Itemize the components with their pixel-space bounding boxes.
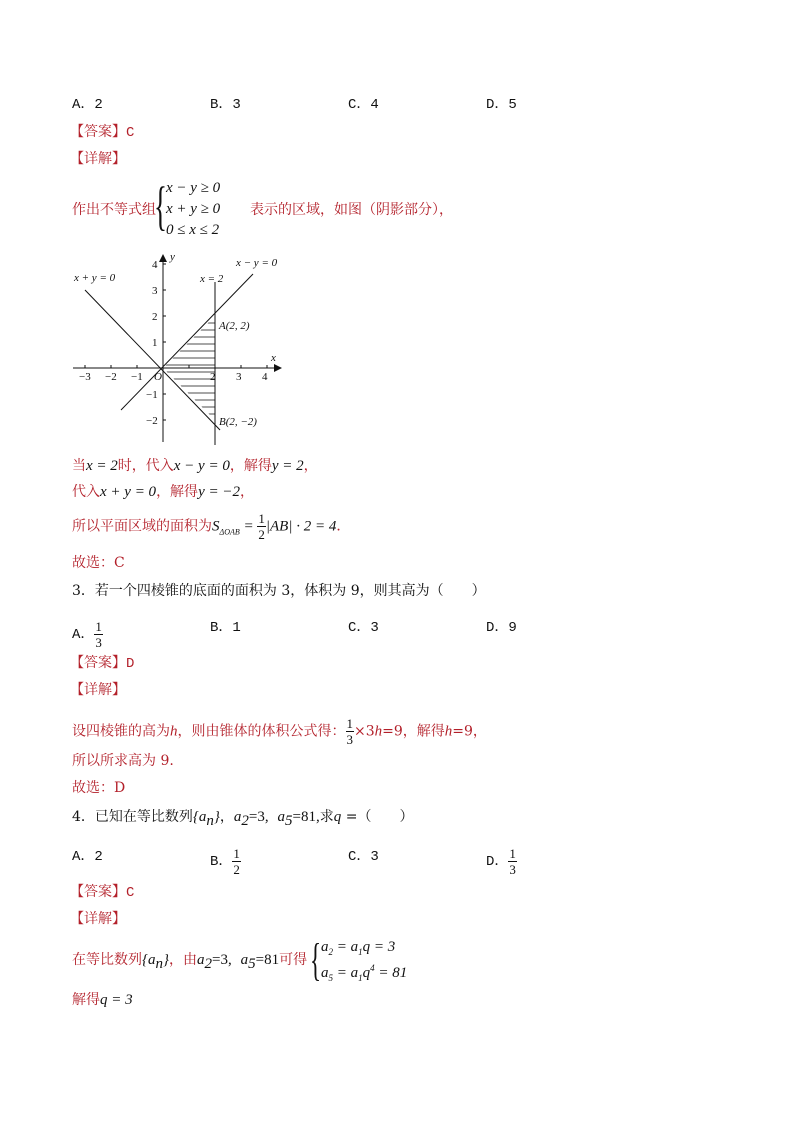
answer-label: 【答案】 (70, 884, 126, 900)
region-figure (68, 250, 298, 450)
math: = (239, 518, 258, 535)
denominator: 3 (509, 862, 516, 877)
math: {a (142, 952, 156, 968)
text: 解得 (72, 992, 100, 1008)
math: q (333, 809, 342, 825)
math-sub: n (206, 812, 214, 829)
option-d: D．9 (486, 620, 517, 636)
math-sub: 1 (358, 947, 363, 957)
question-4-stem (72, 808, 413, 830)
option-b (210, 846, 241, 877)
fraction (94, 619, 103, 650)
y-tick: 2 (152, 311, 158, 323)
math-sub: 5 (328, 973, 333, 983)
text: 代入 (72, 484, 100, 500)
math: = 81 (374, 965, 408, 981)
math: } (163, 952, 169, 968)
question-3-stem: 3．若一个四棱锥的底面的面积为 3，体积为 9，则其高为（ ） (72, 583, 486, 599)
option-a: A．2 (72, 97, 103, 113)
math: S (212, 518, 220, 535)
option-c: C．4 (348, 97, 379, 113)
text: ， (239, 484, 254, 500)
line-x-minus-y (121, 274, 253, 410)
math: = a (333, 965, 359, 981)
math-sup: 4 (370, 963, 375, 973)
system-brace: { (154, 176, 167, 236)
detail-label: 【详解】 (70, 682, 126, 698)
text: 4．已知在等比数列 (72, 809, 193, 825)
detail-line-1 (72, 951, 307, 973)
text: 当 (72, 458, 86, 474)
intro-post: 表示的区域，如图（阴影部分）， (250, 202, 453, 218)
text: 时，代入 (117, 458, 174, 474)
text: =9，解得 (382, 723, 445, 740)
detail-line-3 (72, 511, 350, 542)
numerator: 1 (233, 846, 240, 861)
math: a (321, 965, 329, 981)
axis-y-label: y (170, 251, 175, 263)
math: } (213, 809, 220, 825)
math: a (277, 809, 286, 825)
math: x − y = 0 (173, 458, 230, 474)
system-eq-2 (321, 958, 407, 988)
option-d (486, 846, 517, 877)
option-c: C．3 (348, 620, 379, 636)
math: y = 2 (271, 458, 304, 474)
x-arrow-icon (274, 364, 282, 372)
text: ，则由锥体的体积公式得： (177, 723, 346, 740)
numerator: 1 (509, 846, 516, 861)
x-tick: −2 (105, 371, 117, 383)
text: 在等比数列 (72, 952, 142, 968)
fraction (232, 846, 241, 877)
math-sub: 5 (248, 955, 256, 972)
math-sub: 1 (358, 973, 363, 983)
math-sub: 2 (241, 812, 249, 829)
text: ，由 (169, 952, 197, 968)
point-b-label: B(2, −2) (219, 416, 257, 428)
label-x-equals-2: x = 2 (200, 273, 224, 285)
inequality-3: 0 ≤ x ≤ 2 (166, 222, 220, 238)
math: q = 3 (362, 939, 396, 955)
answer-line (70, 123, 134, 142)
denominator: 2 (258, 527, 265, 542)
option-a: A．2 (72, 849, 103, 865)
y-tick: 1 (152, 337, 158, 349)
y-tick: −2 (146, 415, 158, 427)
option-b: B．1 (210, 620, 241, 636)
conclusion: 故选：D (72, 780, 126, 796)
math: a (233, 809, 242, 825)
answer-label: 【答案】 (70, 655, 126, 671)
origin-label: O (154, 371, 162, 383)
math: = a (333, 939, 359, 955)
denominator: 3 (95, 635, 102, 650)
text: ， (219, 809, 234, 825)
label-x-plus-y: x + y = 0 (74, 272, 116, 284)
option-c: C．3 (348, 849, 379, 865)
detail-label: 【详解】 (70, 911, 126, 927)
detail-line-2 (72, 991, 133, 1009)
denominator: 3 (346, 732, 353, 747)
option-label: D． (486, 854, 509, 871)
math: y = −2 (198, 484, 240, 500)
y-tick: 4 (152, 259, 158, 271)
detail-line-1 (72, 716, 487, 747)
math-sub: 2 (204, 955, 212, 972)
intro-pre: 作出不等式组 (72, 202, 156, 218)
y-arrow-icon (159, 254, 167, 262)
x-tick: 3 (236, 371, 242, 383)
option-label: B． (210, 854, 233, 871)
math: a (321, 939, 329, 955)
system-brace: { (310, 934, 322, 985)
math: h (374, 723, 383, 740)
y-tick: 3 (152, 285, 158, 297)
numerator: 1 (258, 511, 265, 526)
x-tick: 2 (210, 371, 216, 383)
denominator: 2 (233, 862, 240, 877)
option-d: D．5 (486, 97, 517, 113)
answer-value: D (126, 656, 135, 672)
detail-line-2 (72, 483, 254, 501)
answer-line (70, 883, 134, 902)
math: {a (192, 809, 207, 825)
point-a-label: A(2, 2) (219, 320, 250, 332)
math: =3, (248, 809, 269, 825)
detail-line-2: 所以所求高为 9. (72, 753, 174, 769)
math: |AB| · 2 = 4 (265, 518, 337, 535)
math: h (170, 723, 178, 740)
math: =81, (292, 809, 320, 825)
text: 求 (319, 809, 334, 825)
math: =3, (212, 952, 232, 968)
x-tick: −1 (131, 371, 143, 383)
inequality-2: x + y ≥ 0 (166, 201, 221, 217)
y-tick: −1 (146, 389, 158, 401)
answer-value: C (126, 125, 135, 141)
math: =81 (255, 952, 280, 968)
math: x + y = 0 (100, 484, 157, 500)
fraction (508, 846, 517, 877)
math: a (240, 952, 249, 968)
conclusion: 故选：C (72, 555, 125, 571)
label-x-minus-y: x − y = 0 (236, 257, 278, 269)
numerator: 1 (346, 716, 353, 731)
numerator: 1 (95, 619, 102, 634)
text: ． (336, 518, 351, 535)
fraction (257, 511, 266, 542)
fraction (346, 716, 355, 747)
option-b: B．3 (210, 97, 241, 113)
x-tick: 4 (262, 371, 268, 383)
math: x = 2 (86, 458, 118, 474)
x-tick: −3 (79, 371, 91, 383)
text: ×3 (354, 723, 375, 740)
detail-label: 【详解】 (70, 151, 126, 167)
answer-value: C (126, 885, 135, 901)
axis-x-label: x (271, 352, 276, 364)
math-sub: ΔOAB (219, 527, 240, 537)
math-sub: n (155, 955, 163, 972)
text: ，解得 (229, 458, 272, 474)
math-sub: 2 (328, 947, 333, 957)
math: q (362, 965, 371, 981)
answer-line (70, 654, 134, 673)
option-label: A． (72, 627, 95, 644)
math: h (444, 723, 453, 740)
math: q = 3 (100, 992, 133, 1008)
answer-label: 【答案】 (70, 124, 126, 140)
math-sub: 5 (285, 812, 293, 829)
text: =（ ） (341, 809, 414, 825)
text: =9， (452, 723, 487, 740)
text: ， (303, 458, 318, 474)
option-a (72, 619, 103, 650)
math: a (197, 952, 205, 968)
text: ，解得 (156, 484, 199, 500)
text: 所以平面区域的面积为 (72, 518, 212, 535)
detail-line-1 (72, 457, 318, 475)
text: 可得 (279, 952, 308, 968)
inequality-1: x − y ≥ 0 (166, 180, 221, 196)
text: 设四棱锥的高为 (72, 723, 170, 740)
